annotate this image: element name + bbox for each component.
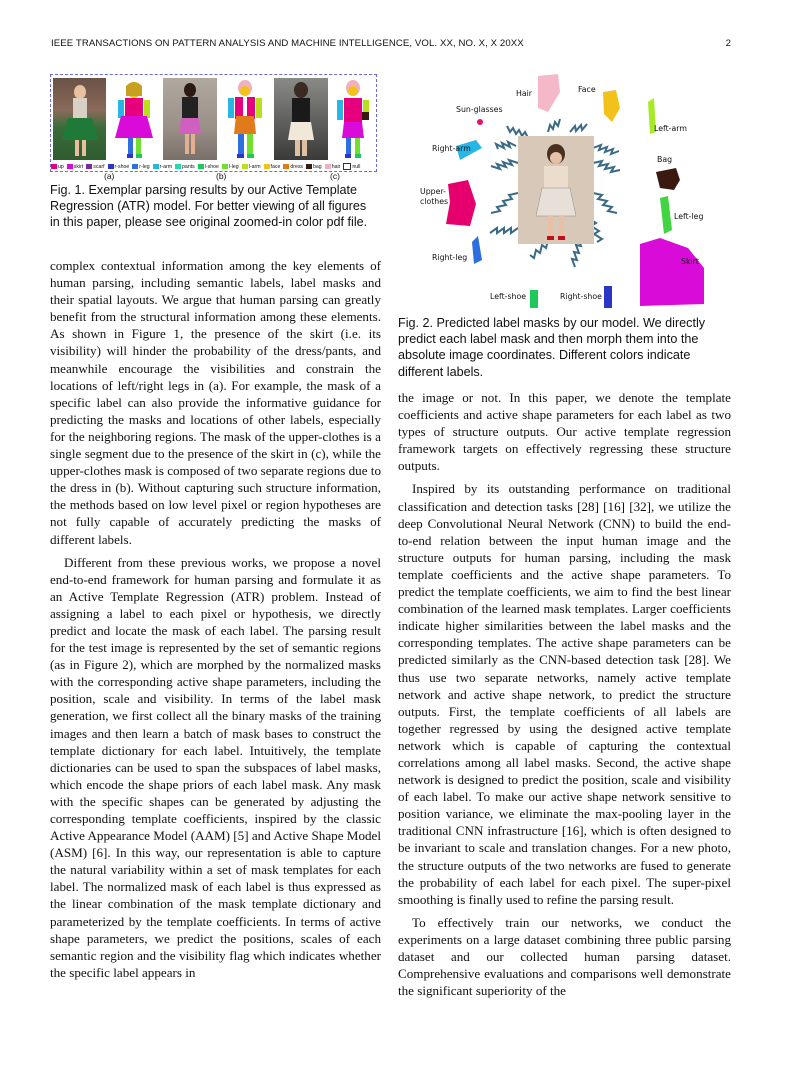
photo-c bbox=[274, 78, 328, 160]
mask-a bbox=[109, 78, 159, 160]
legend-label-l-arm: l-arm bbox=[248, 163, 261, 170]
legend-label-l-leg: l-leg bbox=[228, 163, 239, 170]
right-paragraph-2: Inspired by its outstanding performance on traditional classification and detection tasks [28] [16] [32], we utilize the deep Convolutional Neural Network (CNN) to build the end-to-end relation between the input human image and the structure outputs for human parsing, including the mask template coefficients and the active shape parameters. To predict the template coefficients, we aim to find the best linear combination of the learned mask templates. Larger coefficients indicate higher similarities between the label masks and the corresponding templates. The active shape parameters can be predicted similarly as the CNN-based detection task [28]. We thus use two separate networks, namely active template network and active shape network, to predict the structure outputs. First, the template coefficients of all labels are together regressed by using the designed active template network which is capable of capturing the contextual correlations among all label masks. Second, the active shape network is designed to predict the position, scale and visibility of each label. To make our active shape network sensitive to position variance, we eliminate the max-pooling layer in the traditional CNN infrastructure [16], which is often designed to be invariant to scale and translation changes. For a new photo, the structure outputs of the two networks are fused to generate the probability of each label for each pixel. The super-pixel smoothing is finally used to refine the parsing result. bbox=[398, 481, 731, 907]
label-skirt: Skirt bbox=[681, 257, 699, 266]
legend-swatch-up bbox=[51, 164, 57, 169]
right-leg-mask bbox=[472, 236, 482, 264]
hair-mask bbox=[538, 74, 560, 112]
legend-label-skirt: skirt bbox=[73, 163, 84, 170]
right-shoe-mask bbox=[604, 286, 612, 308]
bag-mask bbox=[656, 168, 680, 190]
running-header bbox=[51, 38, 731, 52]
subfigure-label-a: (a) bbox=[104, 171, 115, 181]
label-upper-clothes-line1: Upper- bbox=[420, 187, 446, 196]
legend-swatch-r-shoe bbox=[108, 164, 114, 169]
face-mask bbox=[603, 90, 620, 122]
legend-label-l-shoe: l-shoe bbox=[204, 163, 219, 170]
legend-label-null: null bbox=[352, 163, 361, 170]
legend-swatch-face bbox=[264, 164, 270, 169]
legend-swatch-l-leg bbox=[222, 164, 228, 169]
legend-label-bag: bag bbox=[313, 163, 322, 170]
right-paragraph-3: To effectively train our networks, we conduct the experiments on a large dataset combining three public parsing dataset and our collected human parsing dataset. Comprehensive evaluations and comparisons well demonstrate the significant superiority of the bbox=[398, 914, 731, 999]
label-right-leg: Right-leg bbox=[432, 253, 468, 262]
legend-swatch-dress bbox=[283, 164, 289, 169]
left-column-text bbox=[50, 257, 381, 981]
mask-c bbox=[332, 78, 374, 160]
label-upper-clothes-line2: clothes bbox=[420, 197, 449, 206]
figure-1-panel bbox=[50, 74, 377, 172]
upper-clothes-mask bbox=[446, 180, 476, 226]
legend-label-r-shoe: r-shoe bbox=[114, 163, 130, 170]
left-paragraph-2: Different from these previous works, we propose a novel end-to-end framework for human parsing and formulate it as an Active Template Regression (ATR) problem. Instead of assigning a label to each pixel or hypothesis, we directly predict and locate the mask of each label. The parsing result for the test image is represented by the set of semantic regions (as in Figure 2), which are morphed by the normalized masks with the corresponding active shape parameters, including the position, scale and visibility. In terms of the label mask generation, we first collect all the binary masks of the training images and then learn a batch of mask bases to construct the template dictionary for each label. Intuitively, the template dictionaries can be used to span the subspaces of label masks, which encode the shape priors of each label mask. Any mask with the specific shapes can be generated by adjusting the corresponding template coefficients, inspired by the classic Active Appearance Model (AAM) [5] and Active Shape Model (ASM) [6]. In this way, our representation is able to capture the natural variability within a set of mask templates for each label. The normalized mask of each label is thus expressed as the linear combination of the mask template dictionary and parameterized by the template coefficients. In terms of active shape parameters, we predict the positions, scales of each semantic region and the visibility flag which indicates whether the specific label appears in bbox=[50, 554, 381, 980]
skirt-mask bbox=[640, 238, 704, 306]
label-face: Face bbox=[578, 85, 596, 94]
legend-label-dress: dress bbox=[290, 163, 304, 170]
legend-label-scarf: scarf bbox=[93, 163, 105, 170]
journal-title: IEEE TRANSACTIONS ON PATTERN ANALYSIS AND MACHINE INTELLIGENCE, VOL. XX, NO. X, X 20XX bbox=[51, 38, 524, 49]
legend-swatch-r-arm bbox=[153, 164, 159, 169]
figure-2-caption: Fig. 2. Predicted label masks by our model. We directly predict each label mask and then morph them into the absolute image coordinates. Different colors indicate different labels. bbox=[398, 316, 706, 379]
legend-label-face: face bbox=[270, 163, 281, 170]
legend-label-hair: hair bbox=[331, 163, 341, 170]
label-left-leg: Left-leg bbox=[674, 212, 704, 221]
right-column-text bbox=[398, 389, 731, 999]
figure-2-graphic bbox=[398, 68, 731, 313]
label-left-arm: Left-arm bbox=[654, 124, 687, 133]
legend-label-r-arm: r-arm bbox=[159, 163, 173, 170]
label-hair: Hair bbox=[516, 89, 533, 98]
left-leg-mask bbox=[660, 196, 672, 234]
legend-swatch-bag bbox=[306, 164, 312, 169]
mask-b bbox=[220, 78, 270, 160]
legend-swatch-skirt bbox=[67, 164, 73, 169]
label-bag: Bag bbox=[657, 155, 673, 164]
legend-swatch-pants bbox=[175, 164, 181, 169]
legend-swatch-null bbox=[343, 163, 351, 170]
legend-label-r-leg: r-leg bbox=[139, 163, 150, 170]
label-right-shoe: Right-shoe bbox=[560, 292, 602, 301]
legend-swatch-hair bbox=[325, 164, 331, 169]
legend-label-pants: pants bbox=[182, 163, 195, 170]
label-sunglasses: Sun-glasses bbox=[456, 105, 503, 114]
page-number: 2 bbox=[725, 38, 731, 49]
subfigure-label-b: (b) bbox=[216, 171, 227, 181]
sunglasses-mask bbox=[477, 119, 483, 125]
legend-swatch-l-arm bbox=[242, 164, 248, 169]
legend-swatch-r-leg bbox=[132, 164, 138, 169]
figure-1-legend bbox=[51, 163, 376, 172]
right-paragraph-1: the image or not. In this paper, we denote the template coefficients and active shape parameters for each label as two types of structure outputs. Our active template regression framework targets on effectively regressing these structure outputs. bbox=[398, 390, 731, 474]
left-paragraph-1: complex contextual information among the key elements of human parsing, including semantic labels, label masks and their spatial layouts. We argue that human parsing can greatly benefit from the structural information among these elements. As shown in Figure 1, the presence of the skirt (i.e. its visibility) will hinder the probability of the dress/pants, and meanwhile encourage the visibilities and constrain the locations of left/right legs in (a). For example, the mask of a specific label can also provide the informative guidance for predicting the masks and locations of other labels, especially for the neighboring regions. The mask of the upper-clothes is a single segment due to the presence of the skirt in (c), while the upper-clothes mask is composed of two separate regions due to the dress in (b). Without capturing such structure information, the methods based on low level pixel or region hypotheses are not fully capable of accurately predicting the masks of different labels. bbox=[50, 258, 381, 547]
label-left-shoe: Left-shoe bbox=[490, 292, 527, 301]
photo-b bbox=[163, 78, 217, 160]
label-right-arm: Right-arm bbox=[432, 144, 471, 153]
subfigure-label-c: (c) bbox=[330, 171, 340, 181]
photo-a bbox=[53, 78, 106, 160]
legend-swatch-l-shoe bbox=[198, 164, 204, 169]
legend-swatch-scarf bbox=[86, 164, 92, 169]
legend-label-up: up bbox=[58, 163, 64, 170]
figure-1-caption: Fig. 1. Exemplar parsing results by our Active Template Regression (ATR) model. For better viewing of all figures in this paper, please see original zoomed-in color pdf file. bbox=[50, 183, 368, 230]
left-shoe-mask bbox=[530, 290, 538, 308]
